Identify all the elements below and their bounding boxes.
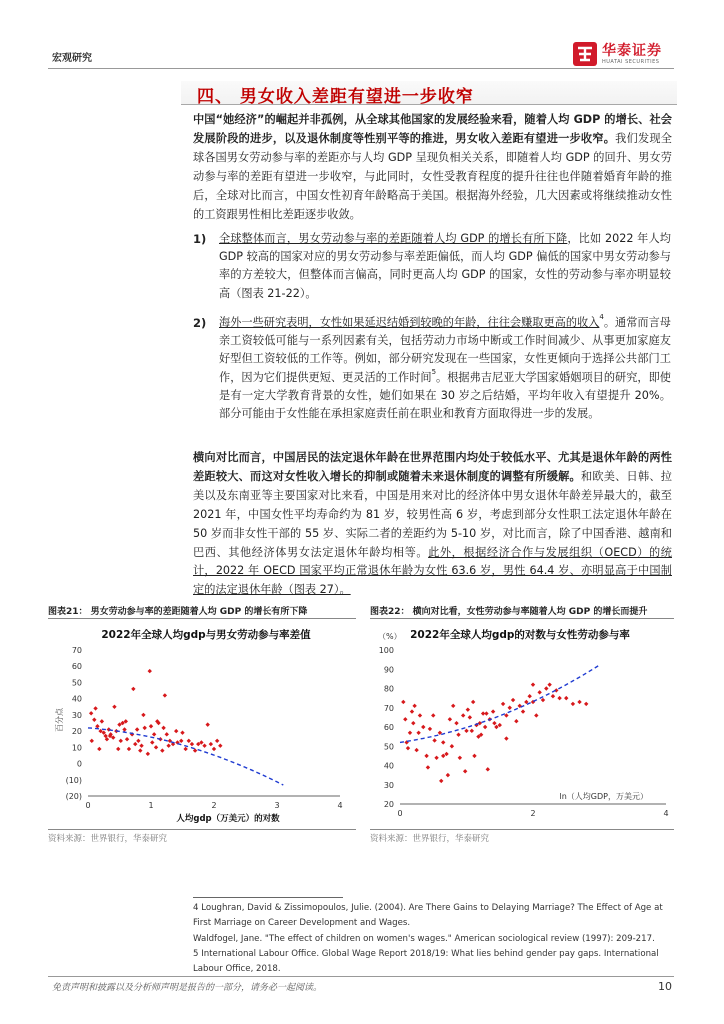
f21-point (149, 724, 153, 728)
f21-point (202, 744, 206, 748)
f22-point (564, 696, 568, 700)
f22-point (451, 704, 455, 708)
section-title: 四、 男女收入差距有望进一步收窄 (197, 87, 474, 107)
f22-point (571, 702, 575, 706)
f22-point (448, 717, 452, 721)
f22-ytick: 90 (383, 665, 394, 675)
f22-point (439, 779, 443, 783)
f21-xtick: 0 (85, 801, 91, 810)
f21-point (148, 669, 152, 673)
f22-point (410, 709, 414, 713)
page-number: 10 (658, 980, 672, 993)
f22-point (414, 748, 418, 752)
figure-21-bottom-rule (48, 829, 356, 830)
f22-point (537, 690, 541, 694)
f21-ytick: (20) (65, 792, 82, 801)
f22-point (450, 744, 454, 748)
f22-point (411, 721, 415, 725)
f21-point (112, 705, 116, 709)
figure-22-source: 资料来源：世界银行，华泰研究 (370, 834, 490, 844)
f21-point (146, 752, 150, 756)
f22-point (412, 704, 416, 708)
f21-point (119, 739, 123, 743)
f22-point (416, 731, 420, 735)
f21-point (187, 739, 191, 743)
list-number-2: 2) (193, 316, 207, 330)
brand-name: 华泰证券 (602, 42, 662, 59)
f21-ytick: 0 (76, 759, 82, 769)
f21-point (131, 687, 135, 691)
f21-point (136, 739, 140, 743)
f21-point (141, 713, 145, 717)
f21-ytick: 10 (71, 743, 82, 753)
f22-point (511, 698, 515, 702)
f21-point (125, 737, 129, 741)
f22-point (408, 731, 412, 735)
f22-point (428, 727, 432, 731)
f21-ytick: 60 (71, 662, 82, 672)
f21-ytick: 50 (71, 678, 82, 688)
f22-point (534, 713, 538, 717)
f22-point (486, 767, 490, 771)
list-item-1 (219, 230, 671, 303)
f22-point (463, 769, 467, 773)
f21-point (139, 744, 143, 748)
f22-point (458, 756, 462, 760)
f21-point (90, 739, 94, 743)
f22-ytick: 80 (383, 684, 394, 694)
f21-point (206, 722, 210, 726)
f21-point (218, 744, 222, 748)
f21-point (161, 726, 165, 730)
figure-22-title: 2022年全球人均gdp的对数与女性劳动参与率 (410, 629, 630, 641)
list-item-2-text-b: 。根据弗吉尼亚大学国家婚姻项目的研究，即使是有一定大学教育背景的女性，她们如果在 30 岁之后结婚，平均年收入有望提升 20%。部分可能由于女性能在承担家庭责任前在职业和教育方面取得进一步的发展。 (219, 370, 671, 421)
footer-disclaimer: 免责声明和披露以及分析师声明是报告的一部分，请务必一起阅读。 (52, 983, 323, 993)
list-item-2-highlight: 海外一些研究表明，女性如果延迟结婚到较晚的年龄，往往会赚取更高的收入 (219, 316, 600, 329)
footnote-divider (193, 897, 343, 898)
brand-mark-icon (572, 41, 598, 67)
f22-ytick: 30 (383, 780, 394, 790)
f22-point (464, 729, 468, 733)
list-item-2 (219, 314, 671, 423)
f22-point (547, 682, 551, 686)
f22-point (514, 719, 518, 723)
figure-22-rule (370, 618, 674, 619)
f22-xtick: 2 (530, 809, 536, 818)
f22-point (527, 694, 531, 698)
f21-point (97, 747, 101, 751)
figure-22-xlabel: ln（人均GDP，万美元） (559, 792, 648, 801)
f21-point (215, 739, 219, 743)
figure-21-title: 2022年全球人均gdp与男女劳动参与率差值 (101, 629, 311, 641)
f22-point (401, 700, 405, 704)
f21-point (143, 726, 147, 730)
footnote-4: 4 Loughran, David & Zissimopoulos, Julie. (2004). Are There Gains to Delaying Marriage? The Effect of Age at First Marriage on Career Development and Wages. (193, 903, 663, 929)
f22-point (434, 756, 438, 760)
f22-point (426, 765, 430, 769)
f22-point (584, 702, 588, 706)
f22-ytick: 60 (383, 723, 394, 732)
intro-bold: 中国“她经济”的崛起并非孤例，从全球其他国家的发展经验来看，随着人均 GDP 的增长、社会发展阶段的进步，以及退休制度等性别平等的推进，男女收入差距有望进一步收窄。 (193, 113, 672, 145)
figure-21-caption: 图表21： 男女劳动参与率的差距随着人均 GDP 的增长有所下降 (48, 607, 308, 617)
f22-point (557, 696, 561, 700)
f21-point (116, 747, 120, 751)
footnote-ref-5[interactable]: 5 (431, 367, 437, 376)
f21-point (183, 747, 187, 751)
f22-point (454, 721, 458, 725)
f21-point (163, 693, 167, 697)
figure-22-caption: 图表22： 横向对比看，女性劳动参与率随着人均 GDP 的增长而提升 (370, 607, 648, 617)
f21-ytick: (10) (65, 775, 82, 785)
f21-point (100, 719, 104, 723)
figure-22-ylabel: （%） (378, 632, 402, 641)
f22-point (466, 707, 470, 711)
retirement-bold: 横向对比而言，中国居民的法定退休年龄在世界范围内均处于较低水平、尤其是退休年龄的两性差距较大、而这对女性收入增长的抑制或随着未来退休制度的调整有所缓解。 (193, 451, 672, 483)
f21-point (93, 706, 97, 710)
f21-point (127, 747, 131, 751)
f21-point (133, 742, 137, 746)
retirement-text: 和欧美、日韩、拉美以及东南亚等主要国家对比来看，中国是用来对比的经济体中男女退休年龄差异最大的，截至 2021 年，中国女性平均寿命约为 81 岁，较男性高 6 岁，考虑到部分女性职工法定退休年龄在 50 岁而非女性干部的 55 岁、实际二者的差距约为 5-10 岁，对比而言，除了中国香港、越南和巴西、其他经济体男女法定退休年龄均相等。 (193, 469, 672, 559)
f21-point (92, 718, 96, 722)
figure-21-trendline (88, 728, 283, 785)
f21-ytick: 30 (71, 710, 82, 720)
retirement-highlight: 此外，根据经济合作与发展组织（OECD）的统计，2022 年 OECD 国家平均正常退休年龄为女性 63.6 岁，男性 64.4 岁、亦明显高于中国制定的法定退休年龄（图表 27）。 (193, 545, 672, 597)
f22-ytick: 100 (378, 646, 394, 655)
f21-point (179, 739, 183, 743)
f22-ytick: 20 (383, 800, 394, 809)
f21-point (212, 747, 216, 751)
f22-ytick: 40 (383, 761, 394, 771)
f21-point (160, 748, 164, 752)
section-label: 宏观研究 (52, 53, 92, 64)
figure-21-rule (48, 618, 356, 619)
f21-ytick: 70 (71, 646, 82, 655)
list-item-1-highlight: 全球整体而言，男女劳动参与率的差距随着人均 GDP 的增长有所下降 (219, 232, 568, 245)
f22-point (418, 713, 422, 717)
f22-ytick: 70 (383, 703, 394, 713)
f21-xtick: 1 (148, 801, 154, 810)
list-item-2-text-a: 。通常而言母亲工资较低可能与一系列因素有关，包括劳动力市场中断或工作时间减少、从事更加家庭友好型但工资较低的工作等。例如，部分研究发现在一些国家，女性更倾向于选择公共部门工作，因为它们提供更短、更灵活的工作时间 (219, 316, 671, 384)
f22-point (470, 729, 474, 733)
f22-ytick: 50 (383, 742, 394, 752)
f22-point (431, 713, 435, 717)
footer-divider (48, 976, 674, 977)
figure-21-ylabel: 百分点 (55, 708, 64, 732)
f22-point (472, 754, 476, 758)
f22-point (468, 715, 472, 719)
figure-21-chart (48, 622, 356, 828)
f22-point (491, 709, 495, 713)
f22-point (406, 746, 410, 750)
list-number-1: 1) (193, 232, 207, 246)
footnote-5: 5 International Labour Office. Global Wage Report 2018/19: What lies behind gender pay gaps. International Labour Office, 2018. (193, 949, 659, 975)
f22-point (461, 713, 465, 717)
header-divider (48, 68, 674, 69)
f21-xtick: 4 (337, 801, 343, 810)
f21-point (165, 732, 169, 736)
f22-xtick: 4 (663, 809, 669, 818)
f22-point (508, 706, 512, 710)
f21-xtick: 2 (211, 801, 217, 810)
f21-xtick: 3 (274, 801, 280, 810)
intro-text: 我们发现全球各国男女劳动参与率的差距亦与人均 GDP 呈现负相关关系，即随着人均 GDP 的回升、男女劳动参与率的差距有望进一步收窄，与此同时，女性受教育程度的提升往往也伴随着婚育年龄的推后，全球对比而言，中国女性初育年龄略高于美国。根据海外经验，几大因素或将继续推动女性的工资跟男性相比差距逐步收敛。 (193, 131, 672, 221)
f22-point (551, 694, 555, 698)
brand-name-en: HUATAI SECURITIES (602, 58, 660, 65)
f22-point (501, 702, 505, 706)
figure-21-xlabel: 人均gdp（万美元）的对数 (176, 814, 280, 824)
f22-point (531, 682, 535, 686)
f21-point (150, 740, 154, 744)
f22-point (446, 773, 450, 777)
f22-point (483, 725, 487, 729)
f21-ytick: 40 (71, 694, 82, 704)
f22-point (504, 736, 508, 740)
f21-point (190, 742, 194, 746)
f22-point (424, 754, 428, 758)
f21-point (89, 711, 93, 715)
f21-point (154, 745, 158, 749)
f21-point (152, 732, 156, 736)
f21-point (209, 742, 213, 746)
f22-point (456, 733, 460, 737)
f22-point (544, 686, 548, 690)
f22-point (492, 721, 496, 725)
f21-point (135, 727, 139, 731)
f22-point (484, 711, 488, 715)
f21-point (174, 729, 178, 733)
retirement-paragraph (193, 449, 672, 600)
figure-21-source: 资料来源：世界银行，华泰研究 (48, 834, 168, 844)
footnote-4b: Waldfogel, Jane. "The effect of children on women's wages." American sociological review (1997): 209-217. (193, 934, 655, 944)
f21-point (166, 744, 170, 748)
f22-point (403, 717, 407, 721)
f22-point (541, 698, 545, 702)
figure-22-bottom-rule (370, 829, 674, 830)
f22-point (441, 740, 445, 744)
f21-point (122, 727, 126, 731)
figure-22-chart (370, 622, 674, 828)
f22-point (471, 700, 475, 704)
f21-point (138, 748, 142, 752)
f22-point (577, 700, 581, 704)
f21-point (95, 724, 99, 728)
f22-point (521, 709, 525, 713)
brand-logo (572, 41, 662, 67)
intro-paragraph (193, 111, 672, 224)
f21-ytick: 20 (71, 727, 82, 737)
f21-point (180, 731, 184, 735)
f22-point (421, 725, 425, 729)
f22-xtick: 0 (397, 809, 403, 818)
list-item-1-text: ，比如 2022 年人均 GDP 较高的国家对应的男女劳动参与率差距偏低，而人均 GDP 偏低的国家中男女劳动参与率的方差较大，但整体而言偏高，同时更高人均 GDP 的国家，女性的劳动参与率亦明显较高（图表 21-22）。 (219, 232, 671, 300)
f22-point (432, 738, 436, 742)
footnote-ref-4[interactable]: 4 (599, 313, 604, 321)
